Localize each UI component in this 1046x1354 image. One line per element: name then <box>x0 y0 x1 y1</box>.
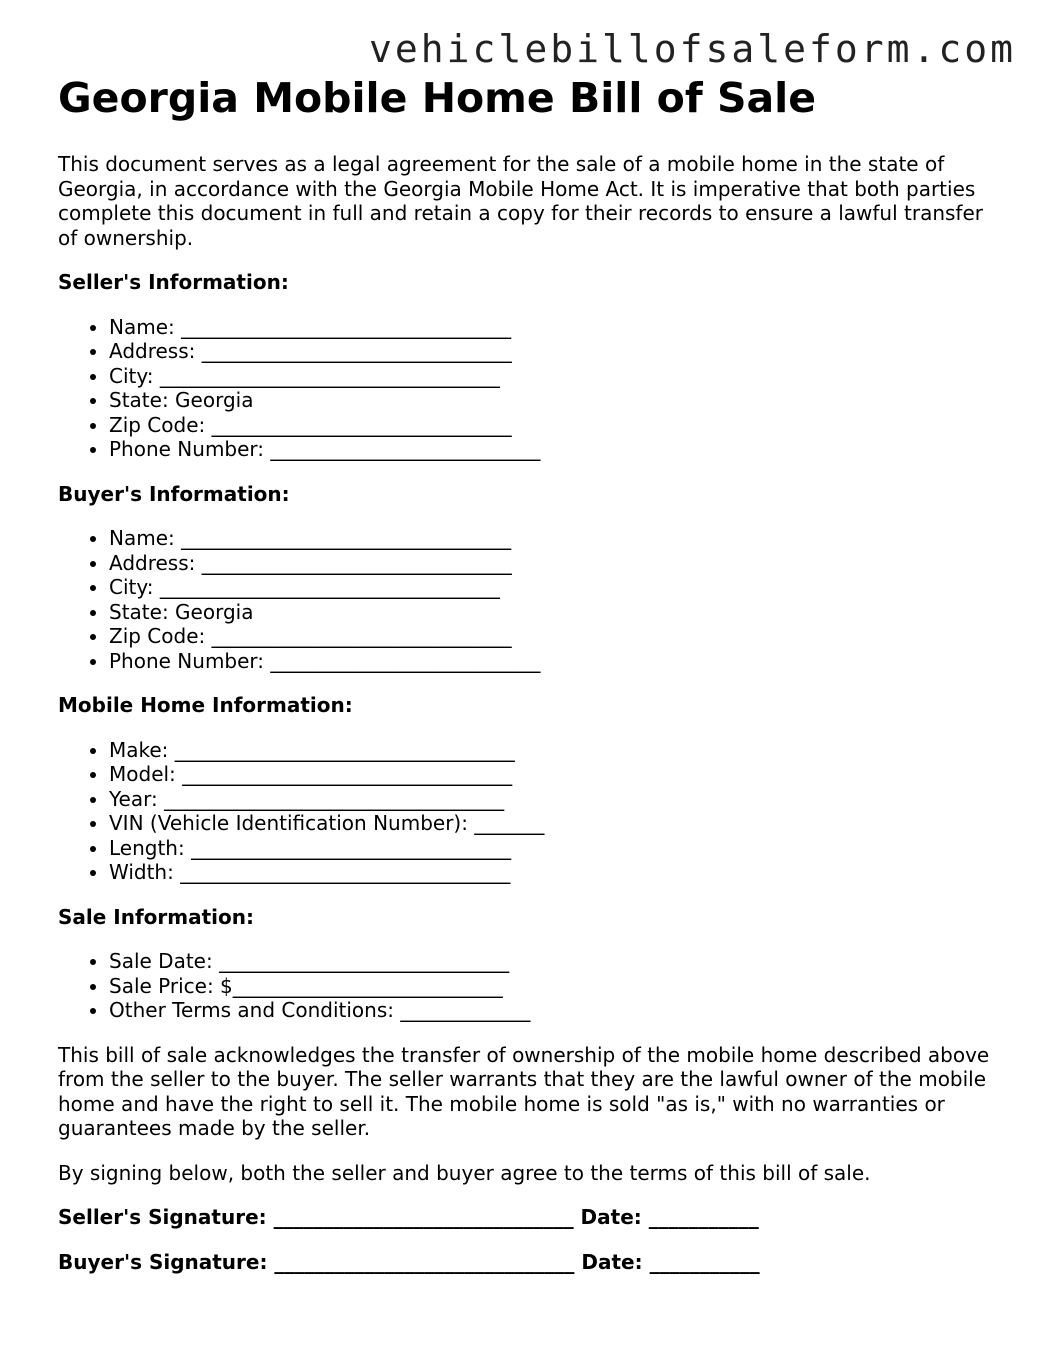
seller-name-field: • Name: _________________________________ <box>109 315 998 340</box>
seller-section-heading: Seller's Information: <box>58 270 289 294</box>
mobile-home-section-heading: Mobile Home Information: <box>58 693 353 717</box>
sale-price-field: • Sale Price: $___________________________ <box>109 974 998 999</box>
sale-fields-list <box>58 949 998 1023</box>
buyer-phone-field: • Phone Number: ___________________________ <box>109 649 998 674</box>
sale-other-terms-field: • Other Terms and Conditions: _____________ <box>109 998 998 1023</box>
seller-city-field: • City: __________________________________ <box>109 364 998 389</box>
mobile-home-width-field: • Width: _________________________________ <box>109 860 998 885</box>
seller-signature-line: Seller's Signature: ______________________________ Date: ___________ <box>58 1205 759 1229</box>
document-page <box>58 72 998 1274</box>
buyer-state-field: • State: Georgia <box>109 600 998 625</box>
buyer-name-field: • Name: _________________________________ <box>109 526 998 551</box>
closing-paragraph: This bill of sale acknowledges the transfer of ownership of the mobile home described above from the seller to the buyer. The seller warrants that they are the lawful owner of the mobile home and have the right to sell it. The mobile home is sold "as is," with no warranties or guarantees made by the seller. <box>58 1042 990 1140</box>
sale-date-field: • Sale Date: _____________________________ <box>109 949 998 974</box>
seller-fields-list <box>58 315 998 462</box>
seller-phone-field: • Phone Number: ___________________________ <box>109 437 998 462</box>
site-watermark: vehiclebillofsaleform.com <box>369 27 1016 71</box>
seller-address-field: • Address: _______________________________ <box>109 339 998 364</box>
buyer-fields-list <box>58 526 998 673</box>
seller-state-field: • State: Georgia <box>109 388 998 413</box>
mobile-home-vin-field: • VIN (Vehicle Identification Number): _______ <box>109 811 998 836</box>
buyer-city-field: • City: __________________________________ <box>109 575 998 600</box>
agreement-statement: By signing below, both the seller and buyer agree to the terms of this bill of sale. <box>58 1160 871 1185</box>
page-title: Georgia Mobile Home Bill of Sale <box>58 74 816 122</box>
buyer-address-field: • Address: _______________________________ <box>109 551 998 576</box>
mobile-home-fields-list <box>58 738 998 885</box>
sale-section-heading: Sale Information: <box>58 904 254 929</box>
mobile-home-model-field: • Model: _________________________________ <box>109 762 998 787</box>
seller-zip-field: • Zip Code: ______________________________ <box>109 413 998 438</box>
mobile-home-length-field: • Length: ________________________________ <box>109 836 998 861</box>
mobile-home-year-field: • Year: __________________________________ <box>109 787 998 812</box>
buyer-signature-line: Buyer's Signature: ______________________________ Date: ___________ <box>58 1249 760 1274</box>
buyer-zip-field: • Zip Code: ______________________________ <box>109 624 998 649</box>
mobile-home-make-field: • Make: __________________________________ <box>109 738 998 763</box>
buyer-section-heading: Buyer's Information: <box>58 481 290 506</box>
intro-paragraph: This document serves as a legal agreement for the sale of a mobile home in the state of Georgia, in accordance with the Georgia Mobile Home Act. It is imperative that both parties complete this document in full and retain a copy for their records to ensure a lawful transfer of ownership. <box>58 152 983 250</box>
